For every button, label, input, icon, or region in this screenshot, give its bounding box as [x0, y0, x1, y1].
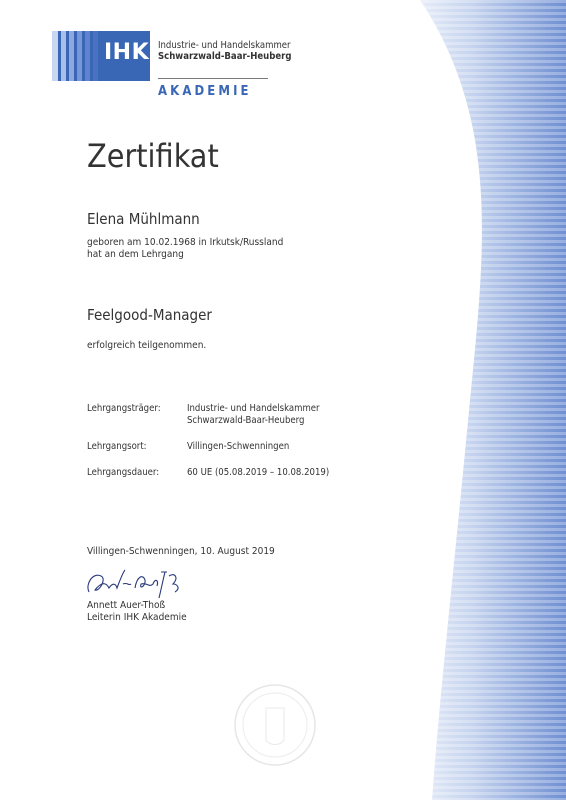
detail-value-location: Villingen-Schwenningen [187, 441, 290, 452]
embossed-seal [230, 680, 320, 770]
course-name: Feelgood-Manager [87, 306, 212, 324]
course-intro: hat an dem Lehrgang [87, 249, 184, 260]
chamber-name-line1: Industrie- und Handelskammer [158, 40, 291, 51]
certificate-title: Zertifikat [87, 137, 219, 175]
completion-text: erfolgreich teilgenommen. [87, 340, 207, 351]
place-date: Villingen-Schwenningen, 10. August 2019 [87, 546, 275, 557]
chamber-name-line2: Schwarzwald-Baar-Heuberg [158, 51, 292, 62]
detail-label-location: Lehrgangsort: [87, 441, 147, 452]
signer-role: Leiterin IHK Akademie [87, 612, 187, 623]
detail-value-provider-line1: Industrie- und Handelskammer [187, 403, 320, 414]
recipient-name: Elena Mühlmann [87, 210, 200, 228]
logo-divider [158, 78, 268, 79]
detail-value-provider-line2: Schwarzwald-Baar-Heuberg [187, 415, 305, 426]
detail-value-duration: 60 UE (05.08.2019 – 10.08.2019) [187, 467, 330, 478]
detail-label-duration: Lehrgangsdauer: [87, 467, 160, 478]
logo-text: IHK [104, 40, 150, 65]
handwritten-signature [83, 562, 193, 602]
signer-name: Annett Auer-Thoß [87, 600, 166, 611]
akademie-label: AKADEMIE [158, 84, 252, 99]
birth-info: geboren am 10.02.1968 in Irkutsk/Russland [87, 237, 284, 248]
detail-label-provider: Lehrgangsträger: [87, 403, 161, 414]
